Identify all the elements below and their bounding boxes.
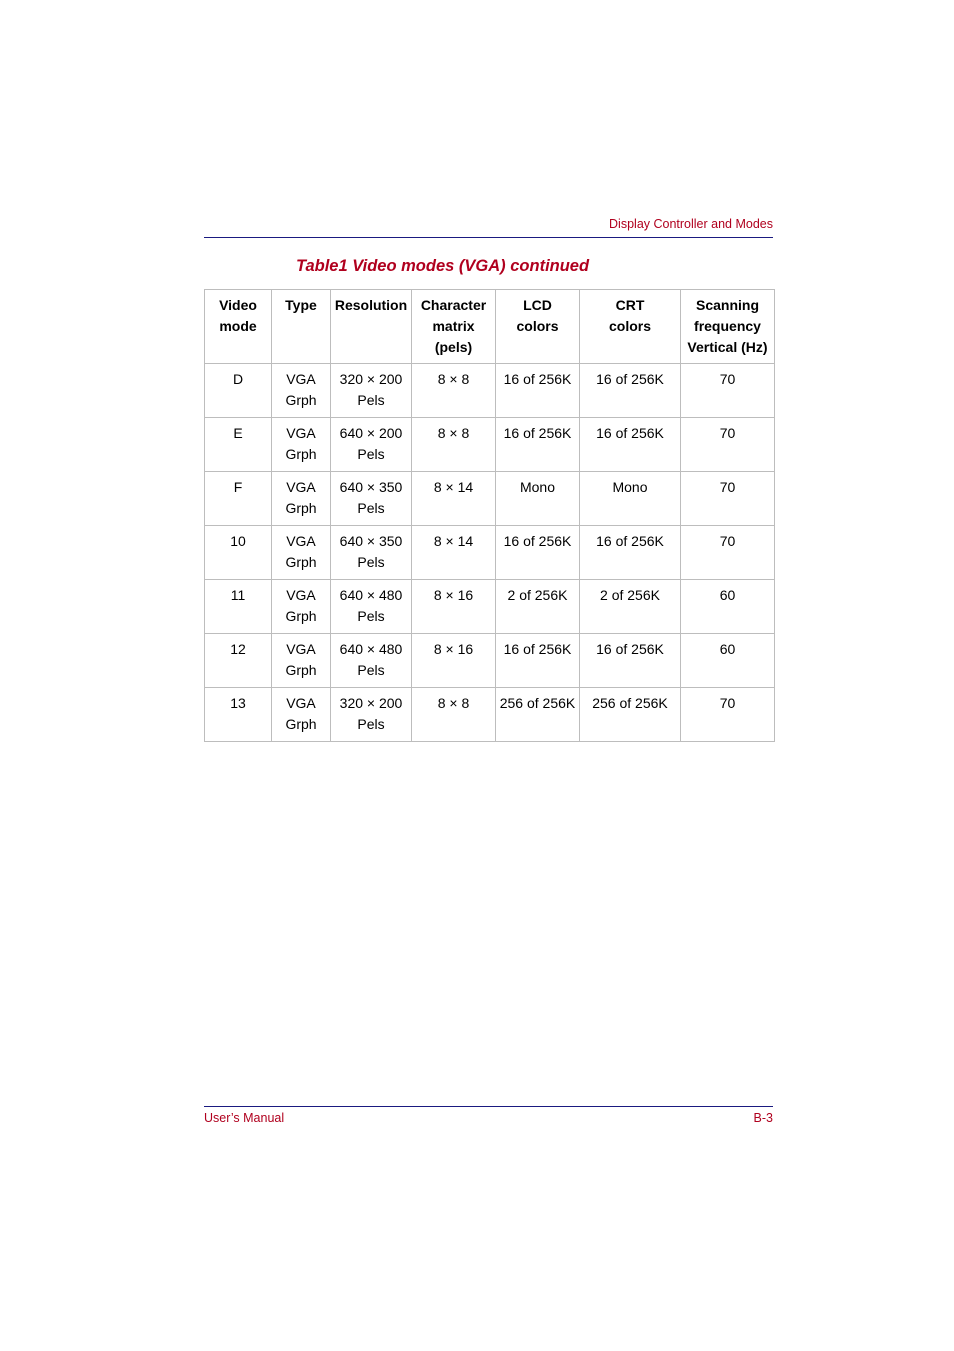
cell-line: 12 (230, 641, 246, 657)
table-cell (205, 526, 272, 580)
cell-line: 2 of 256K (600, 587, 660, 603)
table-cell (272, 688, 331, 742)
cell-line: 16 of 256K (503, 641, 572, 657)
footer-rule (204, 1106, 773, 1107)
table-cell (412, 364, 496, 418)
table-cell (681, 472, 775, 526)
cell-line: VGA (286, 479, 316, 495)
running-header: Display Controller and Modes (609, 217, 773, 231)
cell-line: Mono (612, 479, 648, 495)
cell-line: VGA (286, 695, 316, 711)
cell-line: 8 × 8 (437, 695, 470, 711)
table-cell (331, 634, 412, 688)
column-header (412, 290, 496, 364)
cell-line: 8 × 14 (433, 533, 474, 549)
table-cell (580, 580, 681, 634)
table-cell (412, 418, 496, 472)
cell-line: 640 × 480 (339, 587, 403, 603)
table-row (205, 418, 775, 472)
video-modes-table (204, 289, 775, 742)
cell-line: 256 of 256K (592, 695, 668, 711)
table-cell (580, 364, 681, 418)
table-cell (331, 472, 412, 526)
table-row (205, 634, 775, 688)
table-cell (205, 364, 272, 418)
table-cell (205, 580, 272, 634)
column-header-line: frequency (694, 318, 761, 334)
cell-line: Mono (519, 479, 556, 495)
column-header-line: CRT (615, 297, 645, 313)
column-header (205, 290, 272, 364)
cell-line: VGA (286, 533, 316, 549)
cell-line: 70 (719, 371, 736, 387)
table-cell (580, 526, 681, 580)
cell-line: 16 of 256K (503, 533, 572, 549)
table-cell (272, 634, 331, 688)
cell-line: Grph (285, 608, 317, 624)
column-header (681, 290, 775, 364)
cell-line: 2 of 256K (507, 587, 568, 603)
header-rule (204, 237, 773, 238)
table-cell (496, 364, 580, 418)
cell-line: F (233, 479, 243, 495)
table-row (205, 580, 775, 634)
table-cell (681, 580, 775, 634)
table-cell (681, 364, 775, 418)
cell-line: E (233, 425, 243, 441)
table-cell (331, 526, 412, 580)
table-cell (412, 688, 496, 742)
table-row (205, 472, 775, 526)
cell-line: Grph (285, 392, 317, 408)
cell-line: 8 × 16 (433, 641, 474, 657)
table-cell (331, 688, 412, 742)
table-row (205, 526, 775, 580)
table-cell (205, 688, 272, 742)
column-header (580, 290, 681, 364)
table-cell (412, 526, 496, 580)
cell-line: 10 (230, 533, 246, 549)
cell-line: 16 of 256K (596, 641, 664, 657)
table-cell (681, 418, 775, 472)
cell-line: 8 × 16 (433, 587, 474, 603)
column-header-line: Scanning (695, 297, 759, 313)
cell-line: 256 of 256K (499, 695, 576, 711)
cell-line: 11 (230, 587, 246, 603)
cell-line: 70 (719, 425, 736, 441)
cell-line: 70 (719, 695, 736, 711)
column-header (272, 290, 331, 364)
cell-line: 320 × 200 (339, 695, 403, 711)
cell-line: Pels (357, 716, 385, 732)
table-cell (496, 580, 580, 634)
cell-line: 8 × 14 (433, 479, 474, 495)
table-body (205, 364, 775, 742)
cell-line: VGA (286, 641, 316, 657)
cell-line: Pels (357, 392, 385, 408)
table-cell (496, 634, 580, 688)
column-header-line: mode (219, 318, 257, 334)
cell-line: Grph (285, 554, 317, 570)
table-cell (496, 472, 580, 526)
footer-manual-title: User’s Manual (204, 1111, 285, 1125)
cell-line: 640 × 480 (339, 641, 403, 657)
cell-line: 16 of 256K (596, 533, 664, 549)
cell-line: Grph (285, 716, 317, 732)
table-header (205, 290, 775, 364)
cell-line: 640 × 350 (339, 533, 403, 549)
cell-line: 640 × 200 (339, 425, 403, 441)
cell-line: VGA (286, 425, 316, 441)
cell-line: 16 of 256K (596, 425, 664, 441)
table-cell (496, 418, 580, 472)
column-header-line: colors (608, 318, 651, 334)
cell-line: Grph (285, 662, 317, 678)
cell-line: Pels (357, 662, 385, 678)
column-header-line: LCD (523, 297, 552, 313)
table-caption: Table1 Video modes (VGA) continued (296, 257, 590, 275)
table-cell (205, 418, 272, 472)
column-header-line: Video (219, 297, 257, 313)
cell-line: 70 (719, 533, 736, 549)
table-cell (681, 526, 775, 580)
cell-line: VGA (286, 371, 316, 387)
column-header-line: colors (516, 318, 559, 334)
table-cell (272, 364, 331, 418)
table-cell (580, 418, 681, 472)
cell-line: 8 × 8 (437, 425, 470, 441)
column-header-line: matrix (432, 318, 475, 334)
table-row (205, 364, 775, 418)
table-cell (412, 634, 496, 688)
column-header-line: Character (420, 297, 487, 313)
cell-line: 60 (719, 587, 736, 603)
cell-line: Pels (357, 500, 385, 516)
column-header (496, 290, 580, 364)
table-cell (272, 526, 331, 580)
table-cell (412, 580, 496, 634)
column-header-line: (pels) (434, 339, 473, 355)
table-cell (205, 472, 272, 526)
column-header-line: Type (285, 297, 317, 313)
table-cell (681, 688, 775, 742)
table-cell (681, 634, 775, 688)
cell-line: 16 of 256K (596, 371, 664, 387)
table-header-row (205, 290, 775, 364)
cell-line: Grph (285, 500, 317, 516)
cell-line: Pels (357, 608, 385, 624)
cell-line: 70 (719, 479, 736, 495)
table-cell (580, 634, 681, 688)
table-row (205, 688, 775, 742)
cell-line: 60 (719, 641, 736, 657)
cell-line: 13 (230, 695, 246, 711)
cell-line: Pels (357, 554, 385, 570)
table-cell (496, 526, 580, 580)
cell-line: Grph (285, 446, 317, 462)
cell-line: 320 × 200 (339, 371, 403, 387)
table-cell (272, 418, 331, 472)
cell-line: 8 × 8 (437, 371, 470, 387)
column-header-line: Vertical (Hz) (687, 339, 768, 355)
table-cell (496, 688, 580, 742)
column-header-line: Resolution (334, 297, 408, 313)
table-cell (580, 472, 681, 526)
cell-line: Pels (357, 446, 385, 462)
cell-line: 16 of 256K (503, 425, 572, 441)
cell-line: 640 × 350 (339, 479, 403, 495)
table-cell (331, 364, 412, 418)
table-cell (331, 580, 412, 634)
column-header (331, 290, 412, 364)
table-cell (272, 472, 331, 526)
table-cell (331, 418, 412, 472)
table-cell (205, 634, 272, 688)
footer-page-number: B-3 (753, 1111, 773, 1125)
table-cell (580, 688, 681, 742)
table-cell (272, 580, 331, 634)
cell-line: 16 of 256K (503, 371, 572, 387)
cell-line: VGA (286, 587, 316, 603)
table-cell (412, 472, 496, 526)
cell-line: D (232, 371, 244, 387)
